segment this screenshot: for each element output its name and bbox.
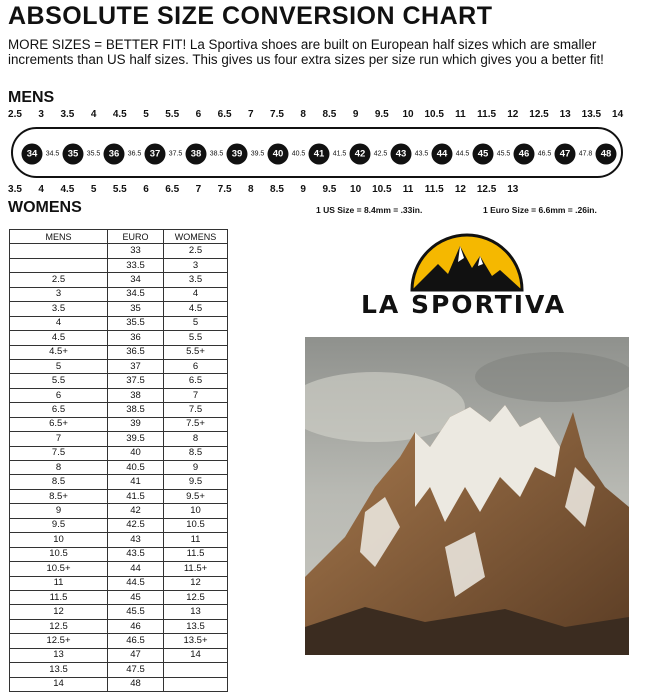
mens-tick-label: 8	[300, 109, 306, 120]
euro-size-marker: 46	[514, 144, 535, 165]
euro-size-cell: 40.5	[108, 461, 164, 475]
euro-size-cell: 37.5	[108, 374, 164, 388]
womens-tick-label: 8	[248, 184, 254, 195]
womens-size-cell: 4.5	[164, 302, 228, 316]
womens-size-cell: 7.5+	[164, 417, 228, 431]
table-row	[10, 403, 228, 417]
mens-size-cell	[10, 258, 108, 272]
mens-tick-label: 5.5	[165, 109, 180, 120]
euro-size-ruler	[11, 127, 623, 178]
womens-size-cell: 3.5	[164, 273, 228, 287]
mens-tick-label: 7	[248, 109, 254, 120]
mens-size-cell	[10, 244, 108, 258]
womens-tick-label: 6	[143, 184, 149, 195]
mens-tick-label: 8.5	[322, 109, 337, 120]
euro-size-cell: 37	[108, 359, 164, 373]
mens-size-scale	[0, 109, 650, 123]
mountain-photo	[305, 337, 629, 655]
euro-half-size-label: 43.5	[414, 150, 429, 158]
mens-size-cell: 14	[10, 677, 108, 691]
euro-size-marker: 36	[104, 144, 125, 165]
womens-size-cell: 13	[164, 605, 228, 619]
euro-size-marker: 39	[227, 144, 248, 165]
womens-size-cell: 6	[164, 359, 228, 373]
mens-size-cell: 7.5	[10, 446, 108, 460]
intro-text: MORE SIZES = BETTER FIT! La Sportiva shoes are built on European half sizes which are smaller increments than US half sizes. This gives us four extra sizes per size run which gives you a better fit!	[8, 37, 604, 67]
euro-half-size-label: 44.5	[455, 150, 470, 158]
mens-size-cell: 11.5	[10, 590, 108, 604]
mens-size-cell: 12.5+	[10, 634, 108, 648]
mens-size-cell: 13	[10, 648, 108, 662]
womens-tick-label: 5.5	[112, 184, 127, 195]
table-row	[10, 547, 228, 561]
euro-size-cell: 38.5	[108, 403, 164, 417]
euro-size-marker: 44	[432, 144, 453, 165]
womens-tick-label: 7	[195, 184, 202, 195]
womens-size-cell: 8	[164, 432, 228, 446]
womens-size-cell: 11.5+	[164, 562, 228, 576]
mens-tick-label: 2.5	[8, 109, 22, 120]
euro-half-size-label: 38.5	[209, 150, 224, 158]
womens-tick-label: 10	[350, 184, 362, 195]
mens-size-cell: 2.5	[10, 273, 108, 287]
us-size-note: 1 US Size = 8.4mm = .33in.	[316, 205, 423, 215]
euro-size-cell: 44	[108, 562, 164, 576]
table-row	[10, 374, 228, 388]
mens-tick-label: 6	[195, 109, 202, 120]
table-row	[10, 417, 228, 431]
table-row	[10, 388, 228, 402]
euro-size-cell: 44.5	[108, 576, 164, 590]
mens-size-cell: 6.5+	[10, 417, 108, 431]
table-row	[10, 345, 228, 359]
womens-size-cell: 12.5	[164, 590, 228, 604]
womens-tick-label: 4	[38, 184, 44, 195]
mens-tick-label: 10	[402, 109, 414, 120]
euro-half-size-label: 34.5	[45, 150, 60, 158]
size-conversion-table	[9, 229, 228, 692]
euro-size-cell: 35	[108, 302, 164, 316]
womens-tick-label: 7.5	[217, 184, 232, 195]
mens-size-cell: 4	[10, 316, 108, 330]
mens-tick-label: 4	[90, 109, 97, 120]
euro-size-cell: 43	[108, 533, 164, 547]
header-mens: MENS	[10, 230, 108, 244]
euro-size-cell: 41.5	[108, 489, 164, 503]
mens-size-cell: 8	[10, 461, 108, 475]
table-row	[10, 316, 228, 330]
womens-tick-label: 9	[300, 184, 306, 195]
mens-size-cell: 9.5	[10, 518, 108, 532]
euro-half-size-label: 35.5	[86, 150, 101, 158]
table-row	[10, 461, 228, 475]
euro-half-size-label: 39.5	[250, 150, 265, 158]
mens-tick-label: 3	[38, 109, 44, 120]
mens-size-cell: 7	[10, 432, 108, 446]
mens-size-cell: 13.5	[10, 663, 108, 677]
euro-size-cell: 41	[108, 475, 164, 489]
euro-size-cell: 33.5	[108, 258, 164, 272]
euro-half-size-label: 40.5	[291, 150, 306, 158]
mens-size-cell: 4.5	[10, 331, 108, 345]
womens-tick-label: 12.5	[476, 184, 497, 195]
mens-tick-label: 12.5	[529, 109, 549, 120]
womens-size-cell: 5.5	[164, 331, 228, 345]
mens-size-cell: 12	[10, 605, 108, 619]
mens-size-cell: 12.5	[10, 619, 108, 633]
table-row	[10, 663, 228, 677]
mens-tick-label: 9	[352, 109, 359, 120]
euro-size-cell: 38	[108, 388, 164, 402]
mens-size-cell: 3.5	[10, 302, 108, 316]
womens-tick-label: 5	[90, 184, 97, 195]
mens-size-cell: 5.5	[10, 374, 108, 388]
womens-size-cell: 12	[164, 576, 228, 590]
womens-tick-label: 6.5	[165, 184, 180, 195]
womens-size-cell: 13.5+	[164, 634, 228, 648]
euro-size-cell: 34.5	[108, 287, 164, 301]
table-row	[10, 634, 228, 648]
euro-half-size-label: 46.5	[537, 150, 552, 158]
womens-size-cell: 11	[164, 533, 228, 547]
euro-size-cell: 40	[108, 446, 164, 460]
womens-tick-label: 13	[507, 184, 519, 195]
mens-tick-label: 13.5	[581, 109, 602, 120]
table-row	[10, 287, 228, 301]
euro-size-cell: 47	[108, 648, 164, 662]
table-row	[10, 302, 228, 316]
mens-tick-label: 11.5	[477, 109, 497, 120]
euro-size-note: 1 Euro Size = 6.6mm = .26in.	[483, 205, 597, 215]
womens-size-cell: 5.5+	[164, 345, 228, 359]
mens-tick-label: 3.5	[60, 109, 75, 120]
mens-tick-label: 6.5	[217, 109, 232, 120]
womens-size-cell: 7	[164, 388, 228, 402]
mens-tick-label: 12	[507, 109, 519, 120]
table-row	[10, 562, 228, 576]
euro-half-size-label: 41.5	[332, 150, 347, 158]
euro-half-size-label: 47.8	[578, 150, 593, 158]
euro-size-marker: 45	[473, 144, 494, 165]
mens-size-cell: 4.5+	[10, 345, 108, 359]
euro-size-cell: 43.5	[108, 547, 164, 561]
table-row	[10, 359, 228, 373]
euro-size-marker: 40	[268, 144, 289, 165]
mens-label: MENS	[8, 89, 55, 106]
mens-tick-label: 10.5	[424, 109, 444, 120]
mens-size-cell: 10.5	[10, 547, 108, 561]
mens-size-cell: 3	[10, 287, 108, 301]
mens-tick-label: 5	[143, 109, 149, 120]
euro-size-cell: 35.5	[108, 316, 164, 330]
table-row	[10, 446, 228, 460]
table-row	[10, 489, 228, 503]
euro-size-marker: 43	[391, 144, 412, 165]
mens-size-cell: 9	[10, 504, 108, 518]
mens-size-cell: 5	[10, 359, 108, 373]
euro-size-cell: 42	[108, 504, 164, 518]
table-row	[10, 590, 228, 604]
womens-size-cell: 6.5	[164, 374, 228, 388]
table-row	[10, 605, 228, 619]
womens-size-cell	[164, 663, 228, 677]
euro-size-cell: 39	[108, 417, 164, 431]
mens-tick-label: 11	[455, 109, 466, 120]
euro-size-marker: 37	[145, 144, 166, 165]
mens-tick-label: 4.5	[112, 109, 127, 120]
womens-size-cell: 10.5	[164, 518, 228, 532]
euro-size-cell: 42.5	[108, 518, 164, 532]
mens-size-cell: 10.5+	[10, 562, 108, 576]
euro-size-cell: 33	[108, 244, 164, 258]
euro-size-marker: 35	[63, 144, 84, 165]
mens-size-cell: 8.5+	[10, 489, 108, 503]
euro-size-cell: 46	[108, 619, 164, 633]
euro-size-cell: 45	[108, 590, 164, 604]
euro-size-marker: 42	[350, 144, 371, 165]
table-row	[10, 504, 228, 518]
mens-size-cell: 10	[10, 533, 108, 547]
euro-size-marker: 41	[309, 144, 330, 165]
womens-tick-label: 11	[402, 184, 414, 195]
euro-half-size-label: 42.5	[373, 150, 388, 158]
womens-size-cell: 14	[164, 648, 228, 662]
table-row	[10, 244, 228, 258]
womens-size-cell: 9.5+	[164, 489, 228, 503]
mens-size-cell: 11	[10, 576, 108, 590]
womens-size-cell: 2.5	[164, 244, 228, 258]
womens-size-cell: 8.5	[164, 446, 228, 460]
header-womens: WOMENS	[164, 230, 228, 244]
euro-half-size-label: 36.5	[127, 150, 142, 158]
table-row	[10, 273, 228, 287]
table-row	[10, 331, 228, 345]
womens-size-cell: 13.5	[164, 619, 228, 633]
womens-size-cell: 5	[164, 316, 228, 330]
table-row	[10, 432, 228, 446]
womens-tick-label: 11.5	[424, 184, 444, 195]
womens-tick-label: 12	[454, 184, 466, 195]
womens-tick-label: 4.5	[60, 184, 75, 195]
womens-size-scale	[0, 184, 650, 198]
table-row	[10, 518, 228, 532]
womens-tick-label: 8.5	[270, 184, 284, 195]
euro-half-size-label: 37.5	[168, 150, 183, 158]
mens-size-cell: 8.5	[10, 475, 108, 489]
mens-tick-label: 14	[612, 109, 624, 120]
euro-size-cell: 45.5	[108, 605, 164, 619]
womens-tick-label: 3.5	[8, 184, 22, 195]
womens-size-cell: 3	[164, 258, 228, 272]
mens-tick-label: 13	[559, 109, 571, 120]
euro-size-cell: 48	[108, 677, 164, 691]
womens-size-cell: 4	[164, 287, 228, 301]
womens-size-cell: 10	[164, 504, 228, 518]
mens-tick-label: 9.5	[374, 109, 389, 120]
womens-tick-label: 10.5	[372, 184, 392, 195]
euro-half-size-label: 45.5	[496, 150, 511, 158]
womens-tick-label: 9.5	[322, 184, 337, 195]
table-row	[10, 619, 228, 633]
brand-name: LA SPORTIVA	[361, 290, 567, 319]
euro-size-cell: 47.5	[108, 663, 164, 677]
euro-size-cell: 36.5	[108, 345, 164, 359]
womens-label: WOMENS	[8, 199, 82, 216]
table-row	[10, 258, 228, 272]
table-row	[10, 533, 228, 547]
mens-size-cell: 6	[10, 388, 108, 402]
header-euro: EURO	[108, 230, 164, 244]
euro-size-cell: 34	[108, 273, 164, 287]
euro-size-cell: 46.5	[108, 634, 164, 648]
page-title: ABSOLUTE SIZE CONVERSION CHART	[8, 2, 493, 30]
euro-size-cell: 39.5	[108, 432, 164, 446]
euro-size-marker: 38	[186, 144, 207, 165]
womens-size-cell: 7.5	[164, 403, 228, 417]
euro-size-cell: 36	[108, 331, 164, 345]
mens-tick-label: 7.5	[270, 109, 284, 120]
table-row	[10, 475, 228, 489]
womens-size-cell: 9.5	[164, 475, 228, 489]
table-row	[10, 648, 228, 662]
mens-size-cell: 6.5	[10, 403, 108, 417]
table-row	[10, 677, 228, 691]
euro-size-marker: 34	[22, 144, 43, 165]
womens-size-cell: 9	[164, 461, 228, 475]
euro-size-marker: 48	[596, 144, 617, 165]
womens-size-cell	[164, 677, 228, 691]
euro-size-marker: 47	[555, 144, 576, 165]
womens-size-cell: 11.5	[164, 547, 228, 561]
table-row	[10, 576, 228, 590]
